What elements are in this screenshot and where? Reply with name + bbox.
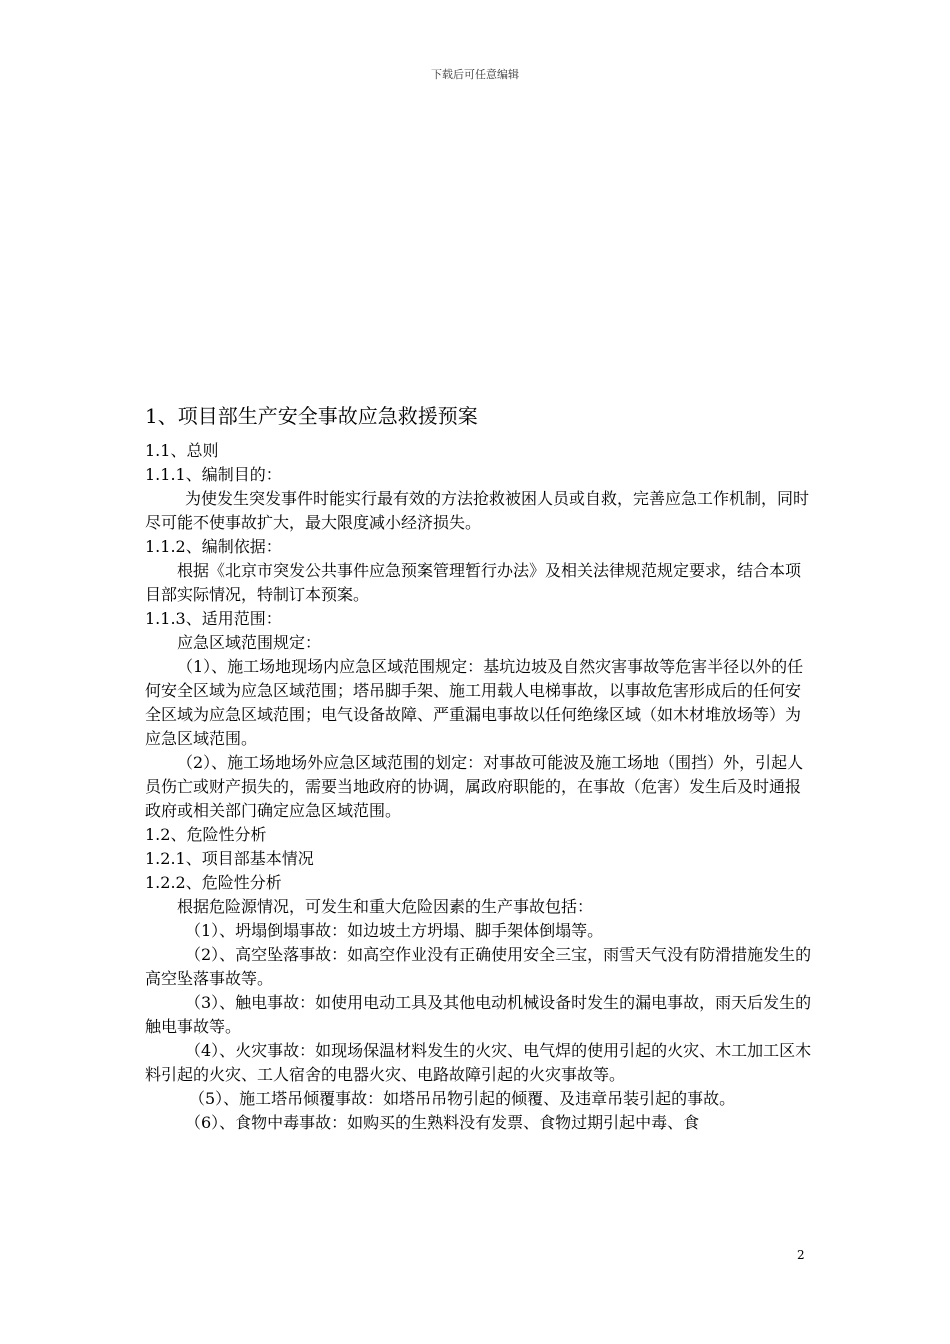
paragraph-risk-intro: 根据危险源情况，可发生和重大危险因素的生产事故包括： xyxy=(177,897,594,916)
list-item-crane: （5）、施工塔吊倾覆事故：如塔吊吊物引起的倾覆、及违章吊装引起的事故。 xyxy=(189,1089,736,1108)
list-item-fall: （2）、高空坠落事故：如高空作业没有正确使用安全三宝，雨雪天气没有防滑措施发生的高空坠落事故等。 xyxy=(145,945,812,988)
list-item-collapse: （1）、坍塌倒塌事故：如边坡土方坍塌、脚手架体倒塌等。 xyxy=(185,921,604,940)
page-header: 下载后可任意编辑 xyxy=(431,68,519,81)
paragraph-scope-intro: 应急区域范围规定： xyxy=(177,633,322,652)
list-item-fire: （4）、火灾事故：如现场保温材料发生的火灾、电气焊的使用引起的火灾、木工加工区木料引起的火灾、工人宿舍的电器火灾、电路故障引起的火灾事故等。 xyxy=(145,1041,812,1084)
paragraph-scope-2: （2）、施工场地场外应急区域范围的划定：对事故可能波及施工场地（围挡）外，引起人员伤亡或财产损失的，需要当地政府的协调，属政府职能的，在事故（危害）发生后及时通报政府或相关部门确定应急区域范围。 xyxy=(145,753,804,820)
paragraph-purpose: 为使发生突发事件时能实行最有效的方法抢救被困人员或自救，完善应急工作机制，同时尽可能不使事故扩大，最大限度减小经济损失。 xyxy=(145,489,810,532)
paragraph-basis: 根据《北京市突发公共事件应急预案管理暂行办法》及相关法律规范规定要求，结合本项目部实际情况，特制订本预案。 xyxy=(145,561,802,604)
heading-1-1-3: 1.1.3、适用范围： xyxy=(145,609,282,628)
page-number: 2 xyxy=(797,1248,805,1262)
heading-1-2-1: 1.2.1、项目部基本情况 xyxy=(145,849,314,868)
section-title: 1、项目部生产安全事故应急救援预案 xyxy=(145,404,478,428)
list-item-food: （6）、食物中毒事故：如购买的生熟料没有发票、食物过期引起中毒、食 xyxy=(185,1113,700,1132)
paragraph-scope-1: （1）、施工场地现场内应急区域范围规定：基坑边坡及自然灾害事故等危害半径以外的任何安全区域为应急区域范围；塔吊脚手架、施工用载人电梯事故，以事故危害形成后的任何安全区域为应急区域范围；电气设备故障、严重漏电事故以任何绝缘区域（如木材堆放场等）为应急区域范围。 xyxy=(145,657,804,748)
heading-1-1-2: 1.1.2、编制依据： xyxy=(145,537,282,556)
heading-1-2: 1.2、危险性分析 xyxy=(145,825,267,844)
list-item-electric: （3）、触电事故：如使用电动工具及其他电动机械设备时发生的漏电事故，雨天后发生的触电事故等。 xyxy=(145,993,812,1036)
heading-1-1-1: 1.1.1、编制目的： xyxy=(145,465,282,484)
body-text xyxy=(145,439,813,1135)
heading-1-1: 1.1、总则 xyxy=(145,441,219,460)
heading-1-2-2: 1.2.2、危险性分析 xyxy=(145,873,282,892)
